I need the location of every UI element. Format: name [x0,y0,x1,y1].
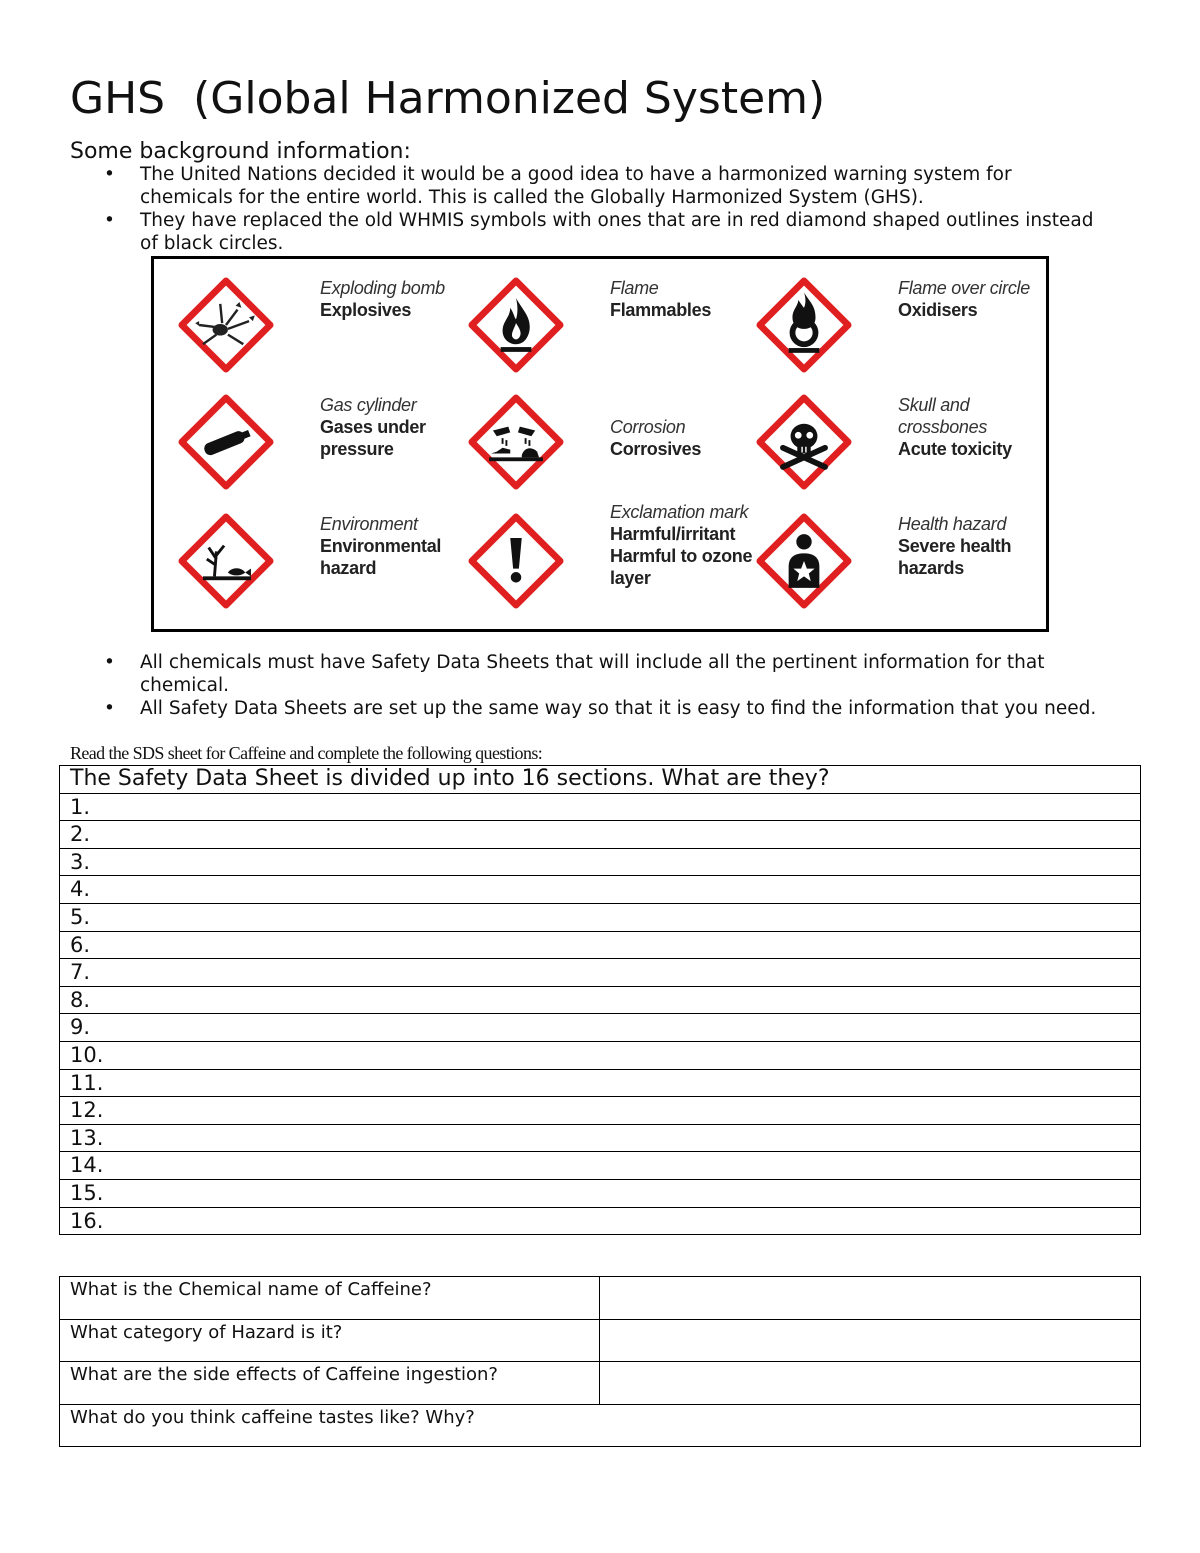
section-subtitle: Some background information: [70,139,411,164]
pictogram-flame-over-circle [756,277,1046,397]
section-answer-row[interactable]: 14. [60,1152,1141,1180]
pictogram-category: Oxidisers [898,300,978,320]
pictogram-health-hazard [756,513,1046,633]
section-answer-row[interactable]: 3. [60,848,1141,876]
pictogram-name: Health hazard [898,514,1007,534]
table-row [60,1362,1141,1405]
section-answer-row[interactable]: 5. [60,903,1141,931]
pictogram-category: Explosives [320,300,412,320]
pictogram-category: Corrosives [610,439,702,459]
pictogram-exclamation-mark [468,502,758,633]
pictogram-name: Flame [610,278,659,298]
section-answer-row[interactable]: 8. [60,986,1141,1014]
pictogram-category: Flammables [610,300,712,320]
bullet-item: • The United Nations decided it would be a good idea to have a harmonized warning system for chemicals for the entire world. This is called the Globally Harmonized System (GHS). [104,164,1012,208]
bullet-item: • They have replaced the old WHMIS symbols with ones that are in red diamond shaped outlines instead of black circles. [104,210,1094,254]
pictogram-exploding-bomb [178,277,468,397]
question-side-effects: What are the side effects of Caffeine ingestion? [60,1362,600,1405]
pictogram-corrosion [468,394,758,514]
ghs-pictogram-panel [151,256,1049,632]
pictogram-category: Environmental hazard [320,536,442,578]
pictogram-name: Skull and crossbones [898,395,988,437]
section-answer-row[interactable]: 2. [60,821,1141,849]
pictogram-category: Severe health hazards [898,536,1012,578]
bullet-item: • All chemicals must have Safety Data Sheets that will include all the pertinent information for that chemical. [104,652,1045,696]
bullet-icon: • [104,164,115,185]
bullet-item: • All Safety Data Sheets are set up the same way so that it is easy to find the information that you need. [104,698,1097,719]
section-answer-row[interactable]: 4. [60,876,1141,904]
corrosion-icon [468,394,564,490]
pictogram-environment [178,513,468,633]
section-answer-row[interactable]: 6. [60,931,1141,959]
environment-icon [178,513,274,609]
page-title: GHS (Global Harmonized System) [70,73,826,124]
question-chemical-name: What is the Chemical name of Caffeine? [60,1277,600,1320]
caffeine-questions-table [59,1276,1141,1447]
pictogram-name: Exclamation mark [610,502,749,522]
section-answer-row[interactable]: 16. [60,1207,1141,1235]
question-taste[interactable]: What do you think caffeine tastes like? Why? [60,1404,1141,1447]
sds-bullets [100,651,1110,720]
table-header: The Safety Data Sheet is divided up into 16 sections. What are they? [60,766,1141,794]
answer-cell-chemical-name[interactable] [600,1277,1141,1320]
pictogram-gas-cylinder [178,394,468,514]
question-hazard-category: What category of Hazard is it? [60,1319,600,1362]
bullet-icon: • [104,210,115,231]
section-answer-row[interactable]: 1. [60,793,1141,821]
exploding-bomb-icon [178,277,274,373]
bullet-icon: • [104,652,115,673]
bullet-icon: • [104,698,115,719]
skull-crossbones-icon [756,394,852,490]
health-hazard-icon [756,513,852,609]
background-bullets [100,163,1110,255]
section-answer-row[interactable]: 11. [60,1069,1141,1097]
flame-icon [468,277,564,373]
gas-cylinder-icon [178,394,274,490]
pictogram-name: Gas cylinder [320,395,417,415]
section-answer-row[interactable]: 15. [60,1179,1141,1207]
table-row [60,1404,1141,1447]
pictogram-skull-crossbones [756,394,1046,514]
table-row [60,1319,1141,1362]
table-row [60,1277,1141,1320]
section-answer-row[interactable]: 9. [60,1014,1141,1042]
sds-sections-table [59,765,1141,1235]
pictogram-name: Exploding bomb [320,278,445,298]
answer-cell-hazard-category[interactable] [600,1319,1141,1362]
flame-over-circle-icon [756,277,852,373]
read-instruction: Read the SDS sheet for Caffeine and complete the following questions: [70,743,543,763]
pictogram-category: Harmful/irritant Harmful to ozone layer [610,524,753,588]
pictogram-name: Environment [320,514,418,534]
pictogram-category: Acute toxicity [898,439,1012,459]
section-answer-row[interactable]: 13. [60,1124,1141,1152]
section-answer-row[interactable]: 10. [60,1041,1141,1069]
section-answer-row[interactable]: 12. [60,1097,1141,1125]
pictogram-category: Gases under pressure [320,417,426,459]
pictogram-flame [468,277,758,397]
answer-cell-side-effects[interactable] [600,1362,1141,1405]
exclamation-mark-icon [468,513,564,609]
pictogram-name: Corrosion [610,417,686,437]
section-answer-row[interactable]: 7. [60,959,1141,987]
pictogram-name: Flame over circle [898,278,1030,298]
